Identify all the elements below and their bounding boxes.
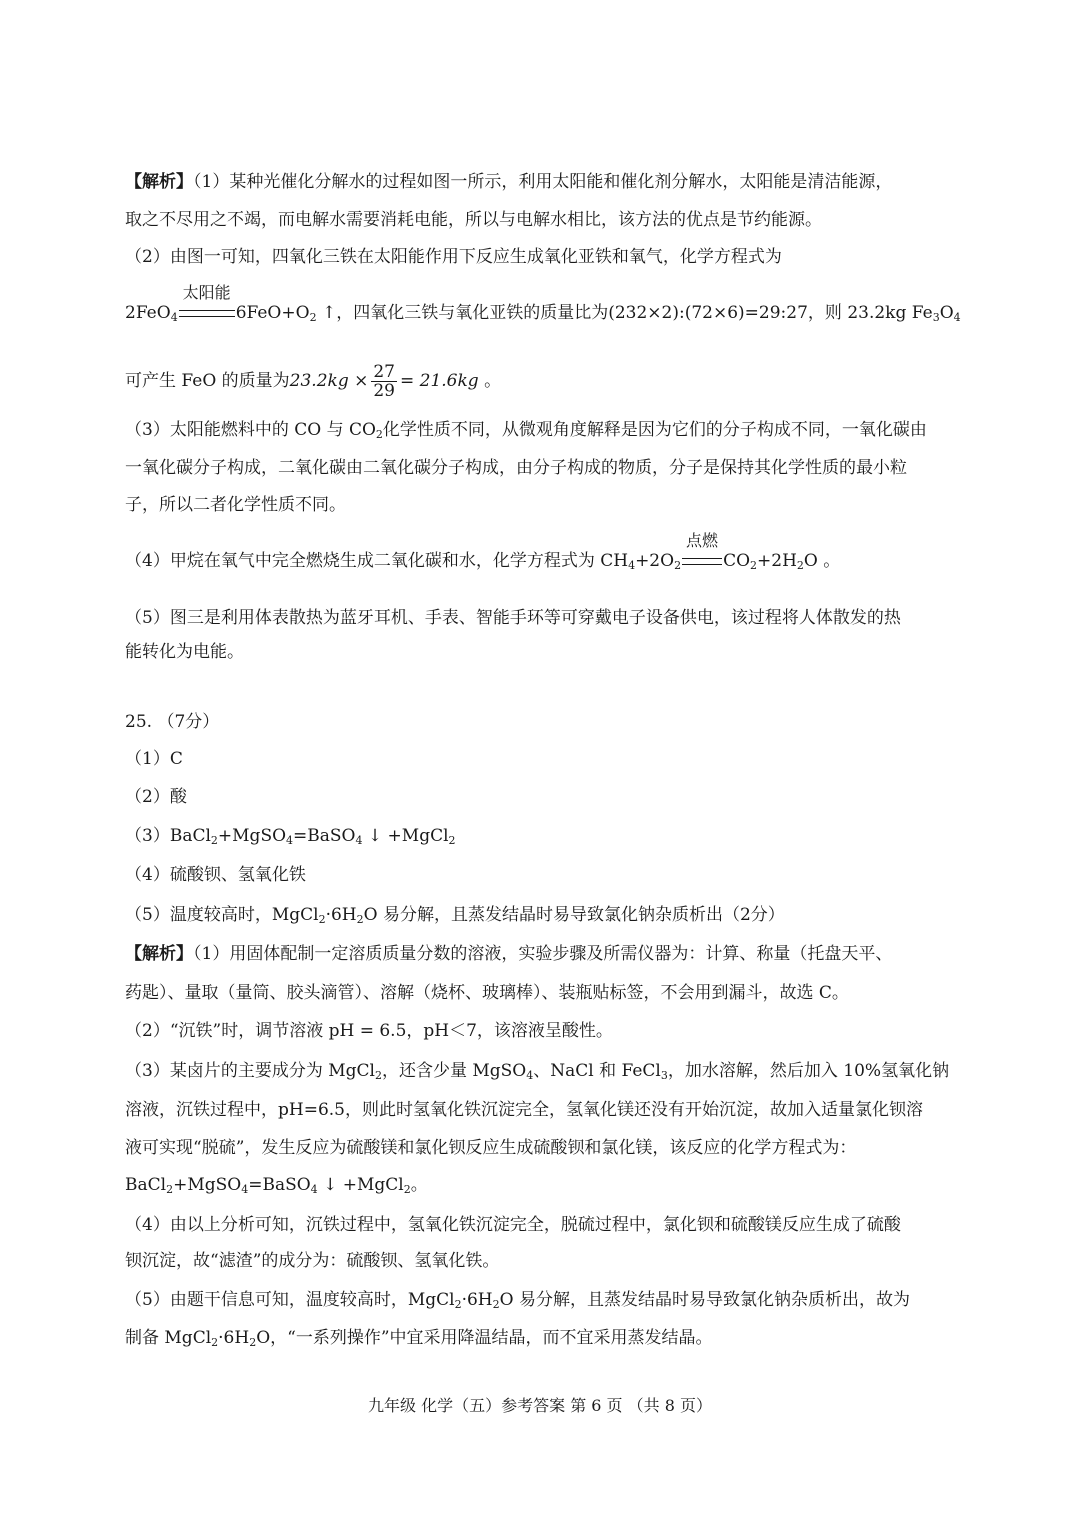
q25-jiexi-3-equation: BaCl$_2$+MgSO$_4$=BaSO$_4$ ↓ +MgCl$_2$。 xyxy=(125,1175,428,1196)
q25-jiexi-4-line1: （4）由以上分析可知，沉铁过程中，氢氧化铁沉淀完全，脱硫过程中，氯化钡和硫酸镁反应生成了硫酸 xyxy=(125,1215,901,1235)
q25-answer-1: （1）C xyxy=(125,749,183,769)
q25-jiexi-2: （2）“沉铁”时，调节溶液 pH = 6.5，pH＜7，该溶液呈酸性。 xyxy=(125,1021,613,1041)
s24-para3-line3: 子，所以二者化学性质不同。 xyxy=(125,495,346,515)
q25-answer-5: （5）温度较高时，$MgCl_2\cdot 6H_2O$ 易分解，且蒸发结晶时易导致氯化钠杂质析出（2分） xyxy=(125,905,785,926)
q25-answer-3: （3）BaCl$_2$+MgSO$_4$=BaSO$_4$ ↓ +MgCl$_2$ xyxy=(125,826,456,847)
reaction-condition-arrow: 太阳能 xyxy=(178,301,236,325)
s24-para4-equation: （4）甲烷在氧气中完全燃烧生成二氧化碳和水，化学方程式为 $CH_4+2O_2$ 点燃 $CO_2+2H_2O$ 。 xyxy=(125,531,841,572)
q25-heading: 25. （7分） xyxy=(125,712,220,732)
s24-feo-mass: 可产生 FeO 的质量为23.2kg × $\frac{27}{29}$ = 21.6kg 。 xyxy=(125,362,502,401)
s24-p1a: （1）某种光催化分解水的过程如图一所示，利用太阳能和催化剂分解水，太阳能是清洁能源， xyxy=(193,172,893,192)
q25-jiexi-3-line3: 液可实现“脱硫”，发生反应为硫酸镁和氯化钡反应生成硫酸钡和氯化镁，该反应的化学方程式为： xyxy=(125,1138,857,1158)
s24-para1-line1 xyxy=(125,170,892,194)
q25-jiexi-line1: 【解析】（1）用固体配制一定溶质质量分数的溶液，实验步骤及所需仪器为：计算、称量（托盘天平、 xyxy=(125,944,893,964)
s24-para1-line2: 取之不尽用之不竭，而电解水需要消耗电能，所以与电解水相比，该方法的优点是节约能源。 xyxy=(125,210,822,230)
s24-equation-fe3o4: 2FeO$_4$ 太阳能 $6FeO+O_2$ ↑，四氧化三铁与氧化亚铁的质量比为(232×2):(72×6)=29:27，则 23.2kg $Fe_3O_4$ xyxy=(125,283,961,324)
q25-answer-2: （2）酸 xyxy=(125,787,187,807)
s24-para3-line2: 一氧化碳分子构成，二氧化碳由二氧化碳分子构成，由分子构成的物质，分子是保持其化学性质的最小粒 xyxy=(125,458,907,478)
fraction: $\frac{27}{29}$ xyxy=(373,362,395,401)
q25-jiexi-3-line1: （3）某卤片的主要成分为 MgCl$_2$，还含少量 MgSO$_4$、NaCl 和 FeCl$_3$，加水溶解，然后加入 10%氢氧化钠 xyxy=(125,1061,950,1082)
reaction-condition-arrow: 点燃 xyxy=(681,549,723,573)
q25-answer-4: （4）硫酸钡、氢氧化铁 xyxy=(125,865,306,885)
q25-jiexi-5-line2: 制备 $MgCl_2\cdot 6H_2O$，“一系列操作”中宜采用降温结晶，而不宜采用蒸发结晶。 xyxy=(125,1328,713,1349)
jiexi-tag: 【解析】 xyxy=(125,172,193,192)
s24-para5-line2: 能转化为电能。 xyxy=(125,642,244,662)
s24-para2-line1: （2）由图一可知，四氧化三铁在太阳能作用下反应生成氧化亚铁和氧气，化学方程式为 xyxy=(125,247,782,267)
s24-para5-line1: （5）图三是利用体表散热为蓝牙耳机、手表、智能手环等可穿戴电子设备供电，该过程将人体散发的热 xyxy=(125,608,901,628)
q25-jiexi-5-line1: （5）由题干信息可知，温度较高时，$MgCl_2\cdot 6H_2O$ 易分解，且蒸发结晶时易导致氯化钠杂质析出，故为 xyxy=(125,1290,910,1311)
q25-jiexi-3-line2: 溶液，沉铁过程中，pH=6.5，则此时氢氧化铁沉淀完全，氢氧化镁还没有开始沉淀，故加入适量氯化钡溶 xyxy=(125,1100,923,1120)
s24-para3-line1: （3）太阳能燃料中的 CO 与 $CO_2$化学性质不同，从微观角度解释是因为它们的分子构成不同，一氧化碳由 xyxy=(125,420,927,441)
q25-jiexi-4-line2: 钡沉淀，故“滤渣”的成分为：硫酸钡、氢氧化铁。 xyxy=(125,1251,500,1271)
page-footer: 九年级 化学（五）参考答案 第 6 页 （共 8 页） xyxy=(368,1396,712,1415)
jiexi-tag: 【解析】 xyxy=(125,944,193,964)
q25-jiexi-line2: 药匙）、量取（量筒、胶头滴管）、溶解（烧杯、玻璃棒）、装瓶贴标签，不会用到漏斗，故选 C。 xyxy=(125,983,849,1003)
